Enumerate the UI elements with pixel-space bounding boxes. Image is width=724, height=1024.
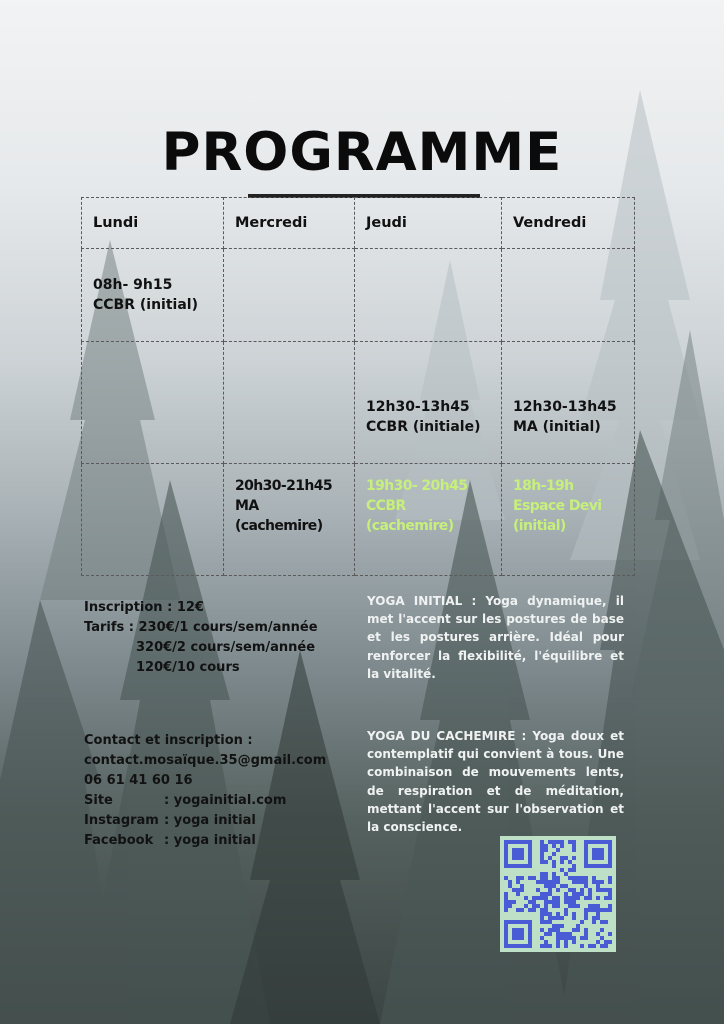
tarif-1: 230€/1 cours/sem/année bbox=[138, 620, 318, 635]
schedule-cell-jeudi-3 bbox=[355, 464, 502, 576]
day-header-lundi: Lundi bbox=[82, 198, 224, 249]
schedule-cell-empty bbox=[355, 249, 502, 342]
pricing-block bbox=[84, 598, 318, 678]
class-place: MA bbox=[235, 498, 259, 514]
schedule-cell-empty bbox=[224, 342, 355, 464]
class-time: 08h- 9h15 bbox=[93, 277, 173, 293]
contact-heading: Contact et inscription : bbox=[84, 733, 253, 748]
day-header-vendredi: Vendredi bbox=[502, 198, 635, 249]
schedule-cell-vendredi-3 bbox=[502, 464, 635, 576]
class-place: CCBR (initiale) bbox=[366, 418, 481, 435]
class-style: (cachemire) bbox=[366, 518, 454, 534]
class-place: MA (initial) bbox=[513, 418, 601, 435]
schedule-cell-empty bbox=[82, 342, 224, 464]
yoga-cachemire-description: YOGA DU CACHEMIRE : Yoga doux et contemplatif qui convient à tous. Une combinaison de mouvements lents, de respiration et de méditation, mettant l'accent sur l'observation et la conscience. bbox=[367, 729, 624, 835]
schedule-cell-empty bbox=[82, 464, 224, 576]
facebook-label: Facebook bbox=[84, 833, 154, 848]
class-time: 19h30- 20h45 bbox=[366, 478, 468, 494]
class-place: CCBR (initial) bbox=[93, 297, 198, 313]
schedule-row bbox=[82, 249, 635, 342]
schedule-row bbox=[82, 342, 635, 464]
qr-code[interactable] bbox=[500, 836, 616, 952]
schedule-cell-empty bbox=[224, 249, 355, 342]
schedule-table bbox=[81, 197, 635, 576]
day-header-mercredi: Mercredi bbox=[224, 198, 355, 249]
class-time: 20h30-21h45 bbox=[235, 478, 333, 494]
schedule-cell-mercredi-3 bbox=[224, 464, 355, 576]
instagram-label: Instagram bbox=[84, 813, 159, 828]
contact-phone[interactable]: 06 61 41 60 16 bbox=[84, 773, 193, 788]
contact-email[interactable]: contact.mosaïque.35@gmail.com bbox=[84, 753, 327, 768]
class-time: 12h30-13h45 bbox=[366, 398, 470, 415]
contact-instagram bbox=[84, 811, 326, 831]
class-style: (cachemire) bbox=[235, 518, 323, 534]
tarif-line bbox=[84, 618, 318, 638]
schedule-cell-lundi-1 bbox=[82, 249, 224, 342]
schedule-cell-vendredi-2 bbox=[502, 342, 635, 464]
class-time: 18h-19h bbox=[513, 478, 574, 494]
facebook-link[interactable]: : yoga initial bbox=[164, 833, 256, 848]
class-place: Espace Devi bbox=[513, 498, 602, 514]
class-place: CCBR bbox=[366, 498, 406, 514]
contact-site bbox=[84, 791, 326, 811]
day-header-jeudi: Jeudi bbox=[355, 198, 502, 249]
instagram-link[interactable]: : yoga initial bbox=[164, 813, 256, 828]
class-time: 12h30-13h45 bbox=[513, 398, 617, 415]
schedule-cell-empty bbox=[502, 249, 635, 342]
inscription-fee: Inscription : 12€ bbox=[84, 600, 204, 615]
site-label: Site bbox=[84, 793, 113, 808]
tarif-2: 320€/2 cours/sem/année bbox=[136, 640, 316, 655]
tarif-3: 120€/10 cours bbox=[136, 660, 240, 675]
page-title: PROGRAMME bbox=[161, 122, 563, 183]
yoga-initial-description: YOGA INITIAL : Yoga dynamique, il met l'accent sur les postures de base et les postures arrière. Idéal pour renforcer la flexibilité, l'équilibre et la vitalité. bbox=[367, 594, 624, 681]
tarifs-label: Tarifs : bbox=[84, 620, 134, 635]
schedule-cell-jeudi-2 bbox=[355, 342, 502, 464]
schedule-header-row bbox=[82, 198, 635, 249]
contact-block bbox=[84, 731, 326, 851]
class-style: (initial) bbox=[513, 518, 566, 534]
site-link[interactable]: : yogainitial.com bbox=[164, 793, 287, 808]
contact-facebook bbox=[84, 831, 326, 851]
schedule-row bbox=[82, 464, 635, 576]
